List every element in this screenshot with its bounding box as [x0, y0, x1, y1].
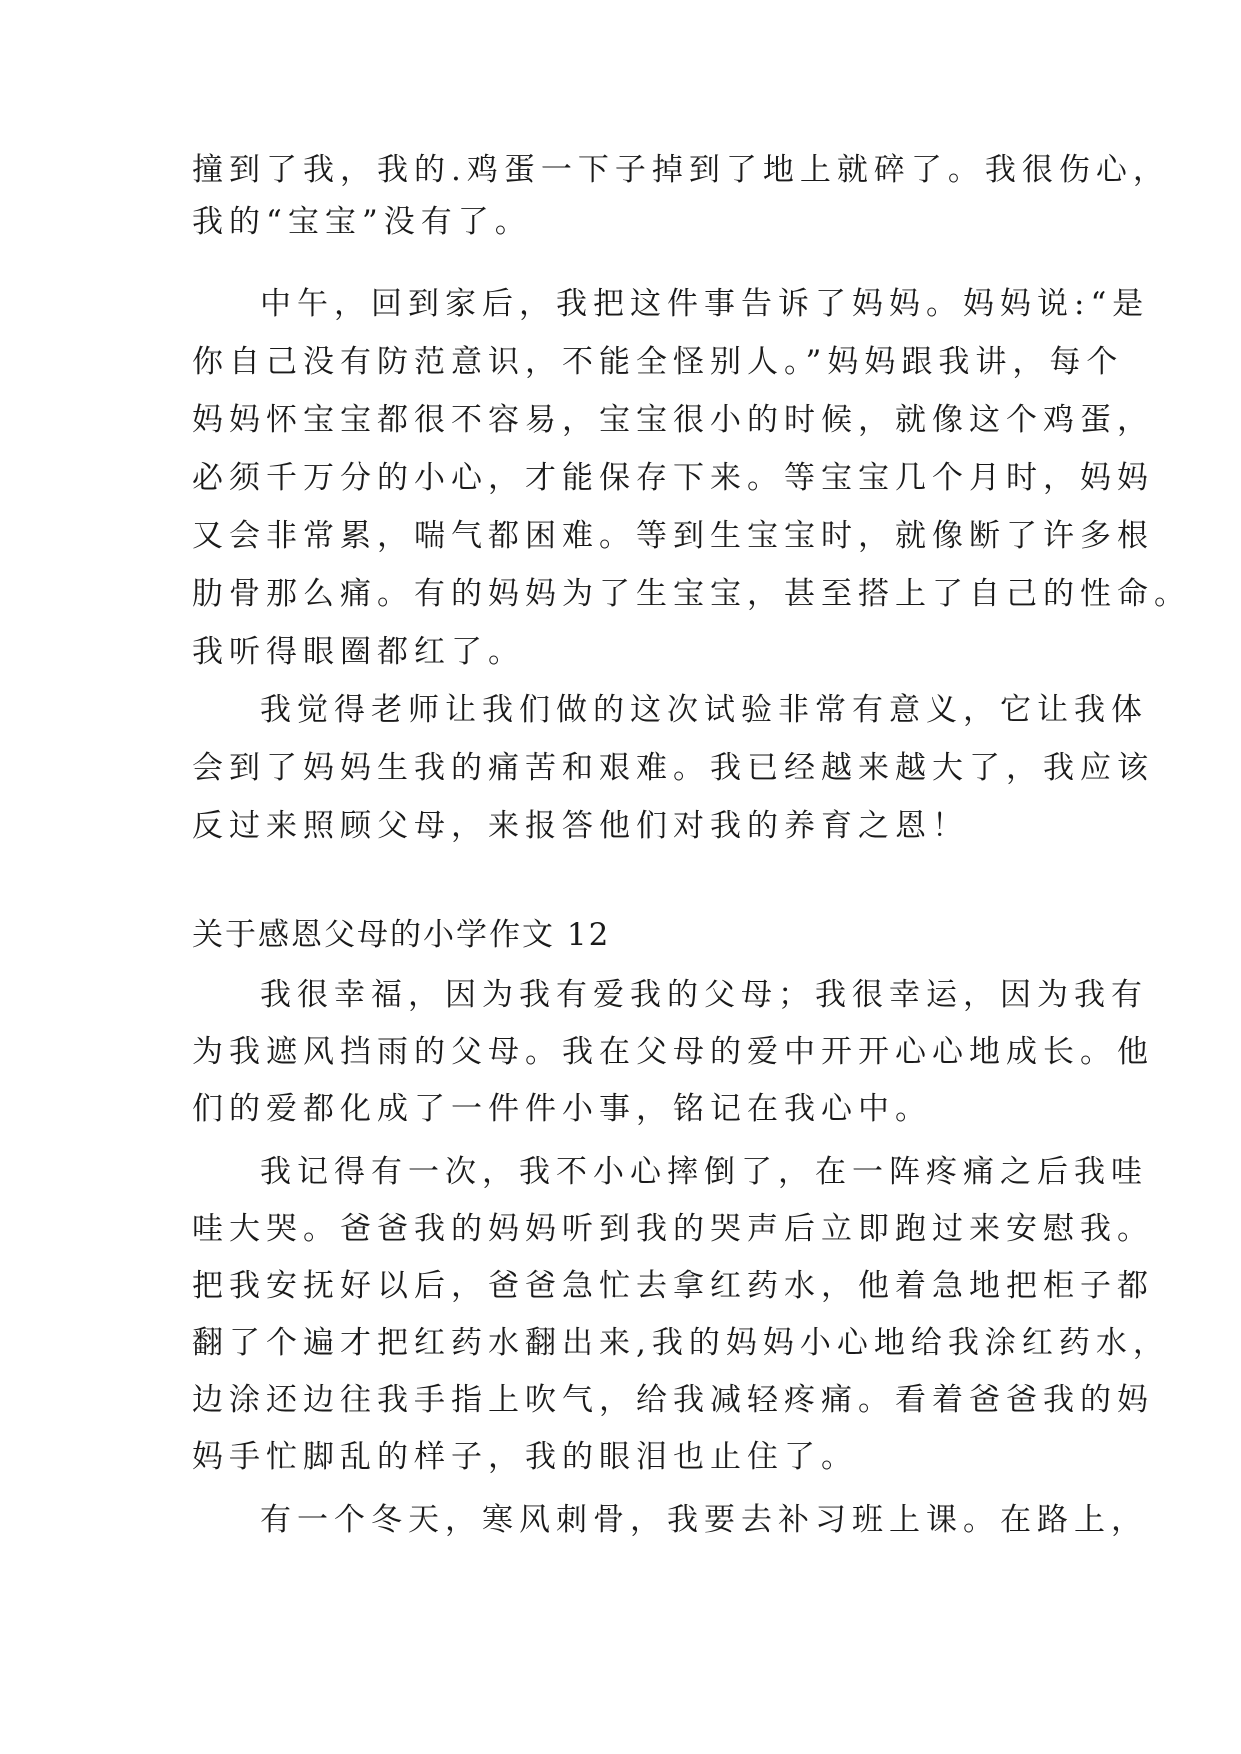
paragraph-line: 又会非常累，喘气都困难。等到生宝宝时，就像断了许多根 — [192, 518, 1154, 554]
paragraph-line: 我的“宝宝”没有了。 — [192, 204, 532, 240]
paragraph-line: 妈手忙脚乱的样子，我的眼泪也止住了。 — [192, 1439, 858, 1475]
paragraph-line: 肋骨那么痛。有的妈妈为了生宝宝，甚至搭上了自己的性命。 — [192, 576, 1191, 612]
paragraph-line: 翻了个遍才把红药水翻出来,我的妈妈小心地给我涂红药水， — [192, 1325, 1170, 1361]
paragraph-line: 我觉得老师让我们做的这次试验非常有意义，它让我体 — [260, 692, 1148, 728]
paragraph-line: 中午，回到家后，我把这件事告诉了妈妈。妈妈说:“是 — [260, 286, 1150, 322]
paragraph-line: 哇大哭。爸爸我的妈妈听到我的哭声后立即跑过来安慰我。 — [192, 1211, 1154, 1247]
paragraph-line: 会到了妈妈生我的痛苦和艰难。我已经越来越大了，我应该 — [192, 750, 1154, 786]
paragraph-line: 我听得眼圈都红了。 — [192, 634, 525, 670]
paragraph-line: 反过来照顾父母，来报答他们对我的养育之恩！ — [192, 808, 969, 844]
paragraph-line: 我很幸福，因为我有爱我的父母；我很幸运，因为我有 — [260, 977, 1148, 1013]
paragraph-line: 撞到了我，我的.鸡蛋一下子掉到了地上就碎了。我很伤心， — [192, 152, 1170, 188]
paragraph-line: 边涂还边往我手指上吹气，给我减轻疼痛。看着爸爸我的妈 — [192, 1382, 1154, 1418]
paragraph-line: 有一个冬天，寒风刺骨，我要去补习班上课。在路上， — [260, 1502, 1148, 1538]
paragraph-line: 为我遮风挡雨的父母。我在父母的爱中开开心心地成长。他 — [192, 1034, 1154, 1070]
paragraph-line: 你自己没有防范意识，不能全怪别人。”妈妈跟我讲，每个 — [192, 344, 1124, 380]
paragraph-line: 妈妈怀宝宝都很不容易，宝宝很小的时候，就像这个鸡蛋， — [192, 402, 1154, 438]
paragraph-line: 我记得有一次，我不小心摔倒了，在一阵疼痛之后我哇 — [260, 1154, 1148, 1190]
paragraph-line: 们的爱都化成了一件件小事，铭记在我心中。 — [192, 1091, 932, 1127]
paragraph-line: 把我安抚好以后，爸爸急忙去拿红药水，他着急地把柜子都 — [192, 1268, 1154, 1304]
section-title: 关于感恩父母的小学作文 12 — [192, 917, 611, 953]
paragraph-line: 必须千万分的小心，才能保存下来。等宝宝几个月时，妈妈 — [192, 460, 1154, 496]
